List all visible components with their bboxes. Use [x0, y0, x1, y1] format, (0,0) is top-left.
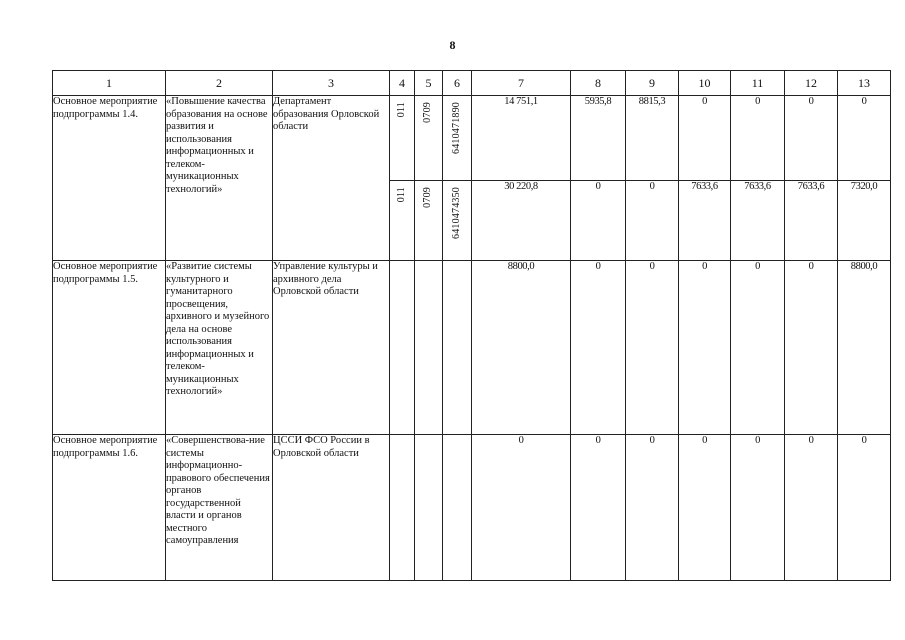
code-cell: [443, 181, 472, 261]
column-header: 5: [415, 71, 443, 96]
value-cell: 0: [785, 96, 838, 181]
code-cell: [415, 181, 443, 261]
column-header: 6: [443, 71, 472, 96]
table-row: [53, 261, 891, 435]
measure-name-cell: «Повышение качества образования на основе развития и использования информационных и телеком-муникационных технологий»: [166, 96, 273, 261]
value-cell: 5935,8: [571, 96, 626, 181]
value-cell: 0: [679, 435, 731, 581]
value-cell: 0: [571, 435, 626, 581]
value-cell: 8800,0: [472, 261, 571, 435]
column-header: 4: [390, 71, 415, 96]
code-cell: [390, 96, 415, 181]
event-cell: Основное мероприятие подпрограммы 1.5.: [53, 261, 166, 435]
event-cell: Основное мероприятие подпрограммы 1.4.: [53, 96, 166, 261]
code-section: 0709: [422, 187, 434, 208]
column-header: 1: [53, 71, 166, 96]
code-cell: [443, 261, 472, 435]
value-cell: 0: [472, 435, 571, 581]
column-header: 2: [166, 71, 273, 96]
value-cell: 0: [838, 435, 891, 581]
value-cell: 8815,3: [626, 96, 679, 181]
value-cell: 0: [838, 96, 891, 181]
value-cell: 0: [785, 435, 838, 581]
code-target: 6410471890: [450, 102, 462, 154]
value-cell: 0: [785, 261, 838, 435]
value-cell: 14 751,1: [472, 96, 571, 181]
code-cell: [443, 435, 472, 581]
code-cell: [390, 261, 415, 435]
column-header: 3: [273, 71, 390, 96]
value-cell: 0: [731, 435, 785, 581]
value-cell: 7633,6: [731, 181, 785, 261]
column-header: 10: [679, 71, 731, 96]
value-cell: 0: [679, 96, 731, 181]
value-cell: 7320,0: [838, 181, 891, 261]
code-cell: [390, 435, 415, 581]
value-cell: 0: [571, 181, 626, 261]
table-row: [53, 435, 891, 581]
value-cell: 0: [626, 261, 679, 435]
column-header: 9: [626, 71, 679, 96]
code-section: 0709: [422, 102, 434, 123]
value-cell: 8800,0: [838, 261, 891, 435]
value-cell: 0: [626, 181, 679, 261]
budget-table: [52, 70, 891, 581]
page-number: 8: [449, 38, 456, 52]
code-cell: [443, 96, 472, 181]
header-row: [53, 71, 891, 96]
value-cell: 7633,6: [679, 181, 731, 261]
column-header: 8: [571, 71, 626, 96]
code-target: 6410474350: [450, 187, 462, 239]
value-cell: 7633,6: [785, 181, 838, 261]
column-header: 7: [472, 71, 571, 96]
value-cell: 0: [731, 261, 785, 435]
code-grbs: 011: [395, 187, 407, 203]
code-cell: [415, 435, 443, 581]
executor-cell: ЦССИ ФСО России в Орловской области: [273, 435, 390, 581]
column-header: 11: [731, 71, 785, 96]
executor-cell: Управление культуры и архивного дела Орловской области: [273, 261, 390, 435]
column-header: 12: [785, 71, 838, 96]
event-cell: Основное мероприятие подпрограммы 1.6.: [53, 435, 166, 581]
column-header: 13: [838, 71, 891, 96]
measure-name-cell: «Развитие системы культурного и гуманитарного просвещения, архивного и музейного дела на основе использования информационных и телеком-муникационных технологий»: [166, 261, 273, 435]
value-cell: 0: [731, 96, 785, 181]
measure-name-cell: «Совершенствова-ние системы информационно-правового обеспечения органов государственной власти и органов местного самоуправления: [166, 435, 273, 581]
executor-cell: Департамент образования Орловской области: [273, 96, 390, 261]
code-grbs: 011: [395, 102, 407, 118]
code-cell: [415, 96, 443, 181]
value-cell: 0: [571, 261, 626, 435]
code-cell: [415, 261, 443, 435]
value-cell: 0: [679, 261, 731, 435]
table-row: [53, 96, 891, 181]
value-cell: 0: [626, 435, 679, 581]
value-cell: 30 220,8: [472, 181, 571, 261]
code-cell: [390, 181, 415, 261]
